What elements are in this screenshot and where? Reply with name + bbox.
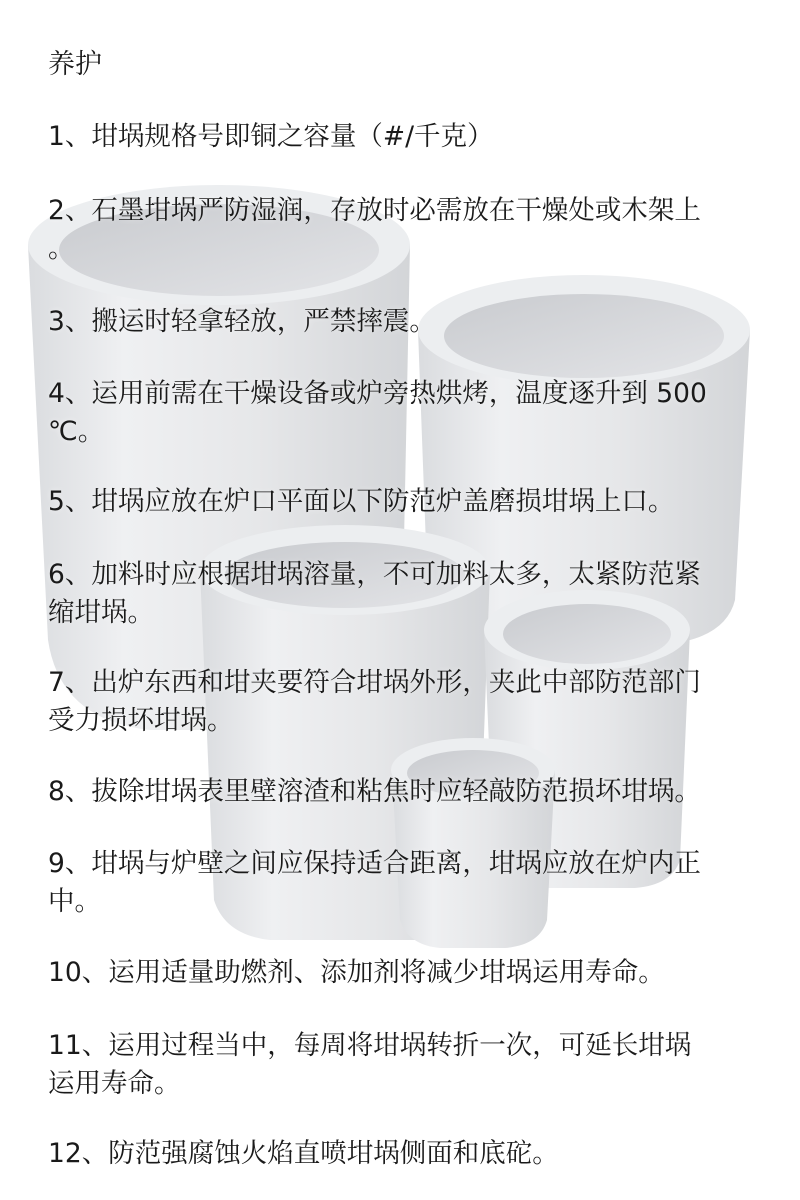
instruction-item-2: 2、石墨坩埚严防湿润，存放时必需放在干燥处或木架上 。 [48,195,701,264]
instruction-item-4: 4、运用前需在干燥设备或炉旁热烘烤，温度逐升到 500 ℃。 [48,378,707,447]
instruction-item-6: 6、加料时应根据坩埚溶量，不可加料太多，太紧防范紧 缩坩埚。 [48,559,701,628]
instruction-item-10: 10、运用适量助燃剂、添加剂将减少坩埚运用寿命。 [48,957,665,988]
instruction-item-7: 7、出炉东西和坩夹要符合坩埚外形，夹此中部防范部门 受力损坏坩埚。 [48,667,701,736]
instruction-item-1: 1、坩埚规格号即铜之容量（#/千克） [48,121,494,152]
instruction-item-3: 3、搬运时轻拿轻放，严禁摔震。 [48,306,436,337]
page-title: 养护 [48,49,102,80]
instruction-item-5: 5、坩埚应放在炉口平面以下防范炉盖磨损坩埚上口。 [48,486,675,517]
instruction-item-9: 9、坩埚与炉壁之间应保持适合距离，坩埚应放在炉内正 中。 [48,848,701,917]
instruction-item-12: 12、防范强腐蚀火焰直喷坩埚侧面和底砣。 [48,1138,559,1169]
instruction-item-11: 11、运用过程当中，每周将坩埚转折一次，可延长坩埚 运用寿命。 [48,1030,692,1099]
instruction-item-8: 8、拔除坩埚表里壁溶渣和粘焦时应轻敲防范损坏坩埚。 [48,776,701,807]
